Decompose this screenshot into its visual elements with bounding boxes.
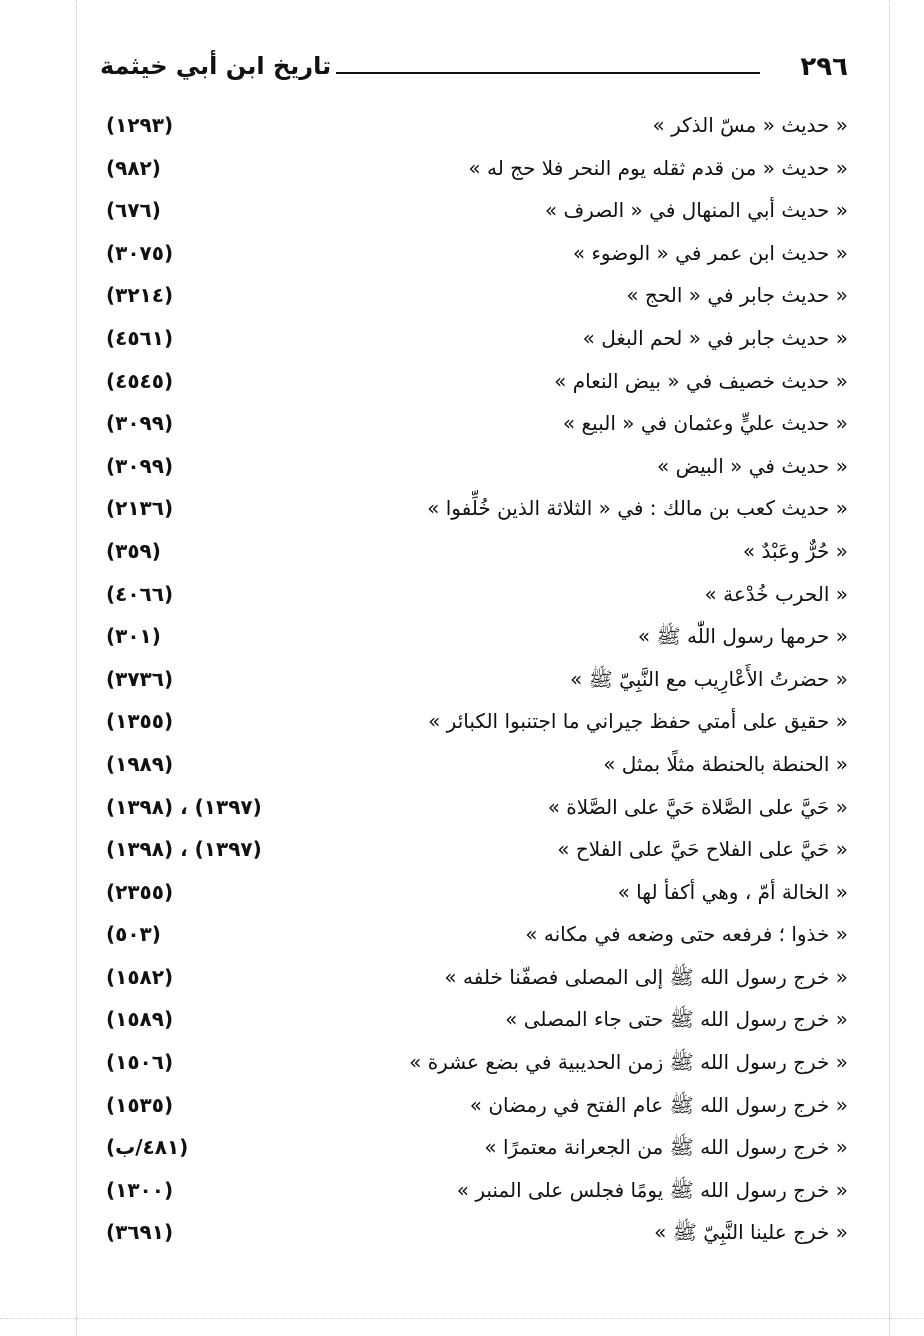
entry-text: « حديث أبي المنهال في « الصرف »: [544, 198, 848, 223]
index-entry: [100, 616, 848, 659]
index-entry: [100, 1085, 848, 1128]
index-entry: [100, 1042, 848, 1085]
entry-text: « حرمها رسول اللّٰه ﷺ »: [637, 624, 848, 649]
entry-text: « خرج رسول الله ﷺ إلى المصلى فصفّنا خلفه »: [444, 964, 848, 989]
index-entry: [100, 701, 848, 744]
entry-text: « حضرتُ الأَعْارِيب مع النَّبِيّ ﷺ »: [570, 666, 848, 691]
entry-reference-number: (٣٠٧٥): [106, 240, 174, 265]
entry-reference-number: (٤٠٦٦): [106, 581, 174, 606]
index-list: [100, 105, 848, 1255]
index-entry: [100, 361, 848, 404]
entry-reference-number: (٣٠٩٩): [106, 453, 174, 478]
entry-text: « حُرٌّ وعَبْدٌ »: [742, 538, 848, 563]
entry-reference-number: (١٣٩٧) ، (١٣٩٨): [106, 837, 262, 862]
entry-reference-number: (١٥٨٩): [106, 1007, 174, 1032]
index-entry: [100, 318, 848, 361]
entry-text: « خرج رسول الله ﷺ حتى جاء المصلى »: [505, 1007, 848, 1032]
entry-text: « خرج رسول الله ﷺ من الجعرانة معتمرًا »: [484, 1135, 848, 1160]
index-entry: [100, 999, 848, 1042]
header-rule: [336, 72, 760, 74]
entry-reference-number: (٣٦٩١): [106, 1220, 174, 1245]
entry-text: « خرج رسول الله ﷺ عام الفتح في رمضان »: [469, 1092, 848, 1117]
entry-reference-number: (١٣٠٠): [106, 1177, 174, 1202]
index-entry: [100, 233, 848, 276]
index-entry: [100, 872, 848, 915]
scan-guide-line: [0, 1318, 924, 1319]
entry-text: « حديث عليٍّ وعثمان في « البيع »: [562, 411, 848, 436]
entry-text: « حديث « من قدم ثقله يوم النحر فلا حج له »: [468, 155, 848, 180]
index-entry: [100, 1170, 848, 1213]
entry-reference-number: (٣٥٩): [106, 538, 161, 563]
scan-guide-line: [76, 0, 77, 1336]
entry-text: « خرج رسول الله ﷺ زمن الحديبية في بضع عشرة »: [409, 1050, 848, 1075]
entry-text: « الحنطة بالحنطة مثلًا بمثل »: [603, 751, 848, 776]
scan-guide-line: [889, 0, 890, 1336]
entry-text: « حديث « مسّ الذكر »: [652, 113, 848, 137]
index-entry: [100, 531, 848, 574]
entry-text: « حَيَّ على الصَّلاة حَيَّ على الصَّلاة »: [547, 794, 848, 819]
page-header: [100, 48, 848, 92]
entry-reference-number: (٢٣٥٥): [106, 879, 174, 904]
entry-reference-number: (١٩٨٩): [106, 751, 174, 776]
entry-reference-number: (٥٠٣): [106, 922, 161, 947]
entry-reference-number: (٤٨١/ب): [106, 1135, 189, 1160]
entry-reference-number: (٣٧٣٦): [106, 666, 174, 691]
book-title: تاريخ ابن أبي خيثمة: [100, 52, 332, 80]
entry-text: « الحرب خُدْعة »: [704, 581, 848, 606]
entry-reference-number: (٣٢١٤): [106, 283, 174, 308]
entry-text: « حديث جابر في « الحج »: [626, 283, 848, 308]
entry-reference-number: (١٥٨٢): [106, 964, 174, 989]
entry-reference-number: (١٥٠٦): [106, 1050, 174, 1075]
page-number: ٢٩٦: [800, 52, 848, 82]
entry-text: « خذوا ؛ فرفعه حتى وضعه في مكانه »: [525, 922, 848, 947]
entry-reference-number: (٤٥٦١): [106, 325, 174, 350]
entry-reference-number: (٢١٣٦): [106, 496, 174, 521]
entry-text: « حديث ابن عمر في « الوضوء »: [572, 240, 848, 265]
index-entry: [100, 787, 848, 830]
entry-reference-number: (٩٨٢): [106, 155, 161, 180]
entry-reference-number: (٤٥٤٥): [106, 368, 174, 393]
entry-reference-number: (٣٠١): [106, 624, 161, 649]
entry-text: « خرج رسول الله ﷺ يومًا فجلس على المنبر »: [456, 1177, 848, 1202]
entry-text: « حديث جابر في « لحم البغل »: [582, 325, 848, 350]
index-entry: [100, 403, 848, 446]
index-entry: [100, 488, 848, 531]
entry-text: « حديث خصيف في « بيض النعام »: [554, 368, 848, 393]
index-entry: [100, 1127, 848, 1170]
entry-text: « خرج علينا النَّبِيّ ﷺ »: [654, 1220, 848, 1245]
index-entry: [100, 1212, 848, 1255]
entry-reference-number: (١٥٣٥): [106, 1092, 174, 1117]
entry-text: « حديث في « البيض »: [656, 453, 848, 478]
entry-reference-number: (١٣٥٥): [106, 709, 174, 734]
entry-reference-number: (٣٠٩٩): [106, 411, 174, 436]
index-entry: [100, 659, 848, 702]
entry-reference-number: (١٣٩٧) ، (١٣٩٨): [106, 794, 262, 819]
index-entry: [100, 914, 848, 957]
entry-reference-number: (١٢٩٣): [106, 113, 174, 137]
entry-text: « حقيق على أمتي حفظ جيراني ما اجتنبوا الكبائر »: [428, 709, 848, 734]
index-entry: [100, 957, 848, 1000]
entry-text: « الخالة أمّ ، وهي أكفأ لها »: [617, 879, 848, 904]
index-entry: [100, 446, 848, 489]
entry-text: « حديث كعب بن مالك : في « الثلاثة الذين خُلِّفوا »: [427, 496, 848, 521]
entry-text: « حَيَّ على الفلاح حَيَّ على الفلاح »: [557, 837, 848, 862]
index-entry: [100, 105, 848, 148]
index-entry: [100, 190, 848, 233]
index-entry: [100, 744, 848, 787]
index-entry: [100, 275, 848, 318]
index-entry: [100, 829, 848, 872]
index-entry: [100, 574, 848, 617]
entry-reference-number: (٦٧٦): [106, 198, 161, 223]
index-entry: [100, 148, 848, 191]
